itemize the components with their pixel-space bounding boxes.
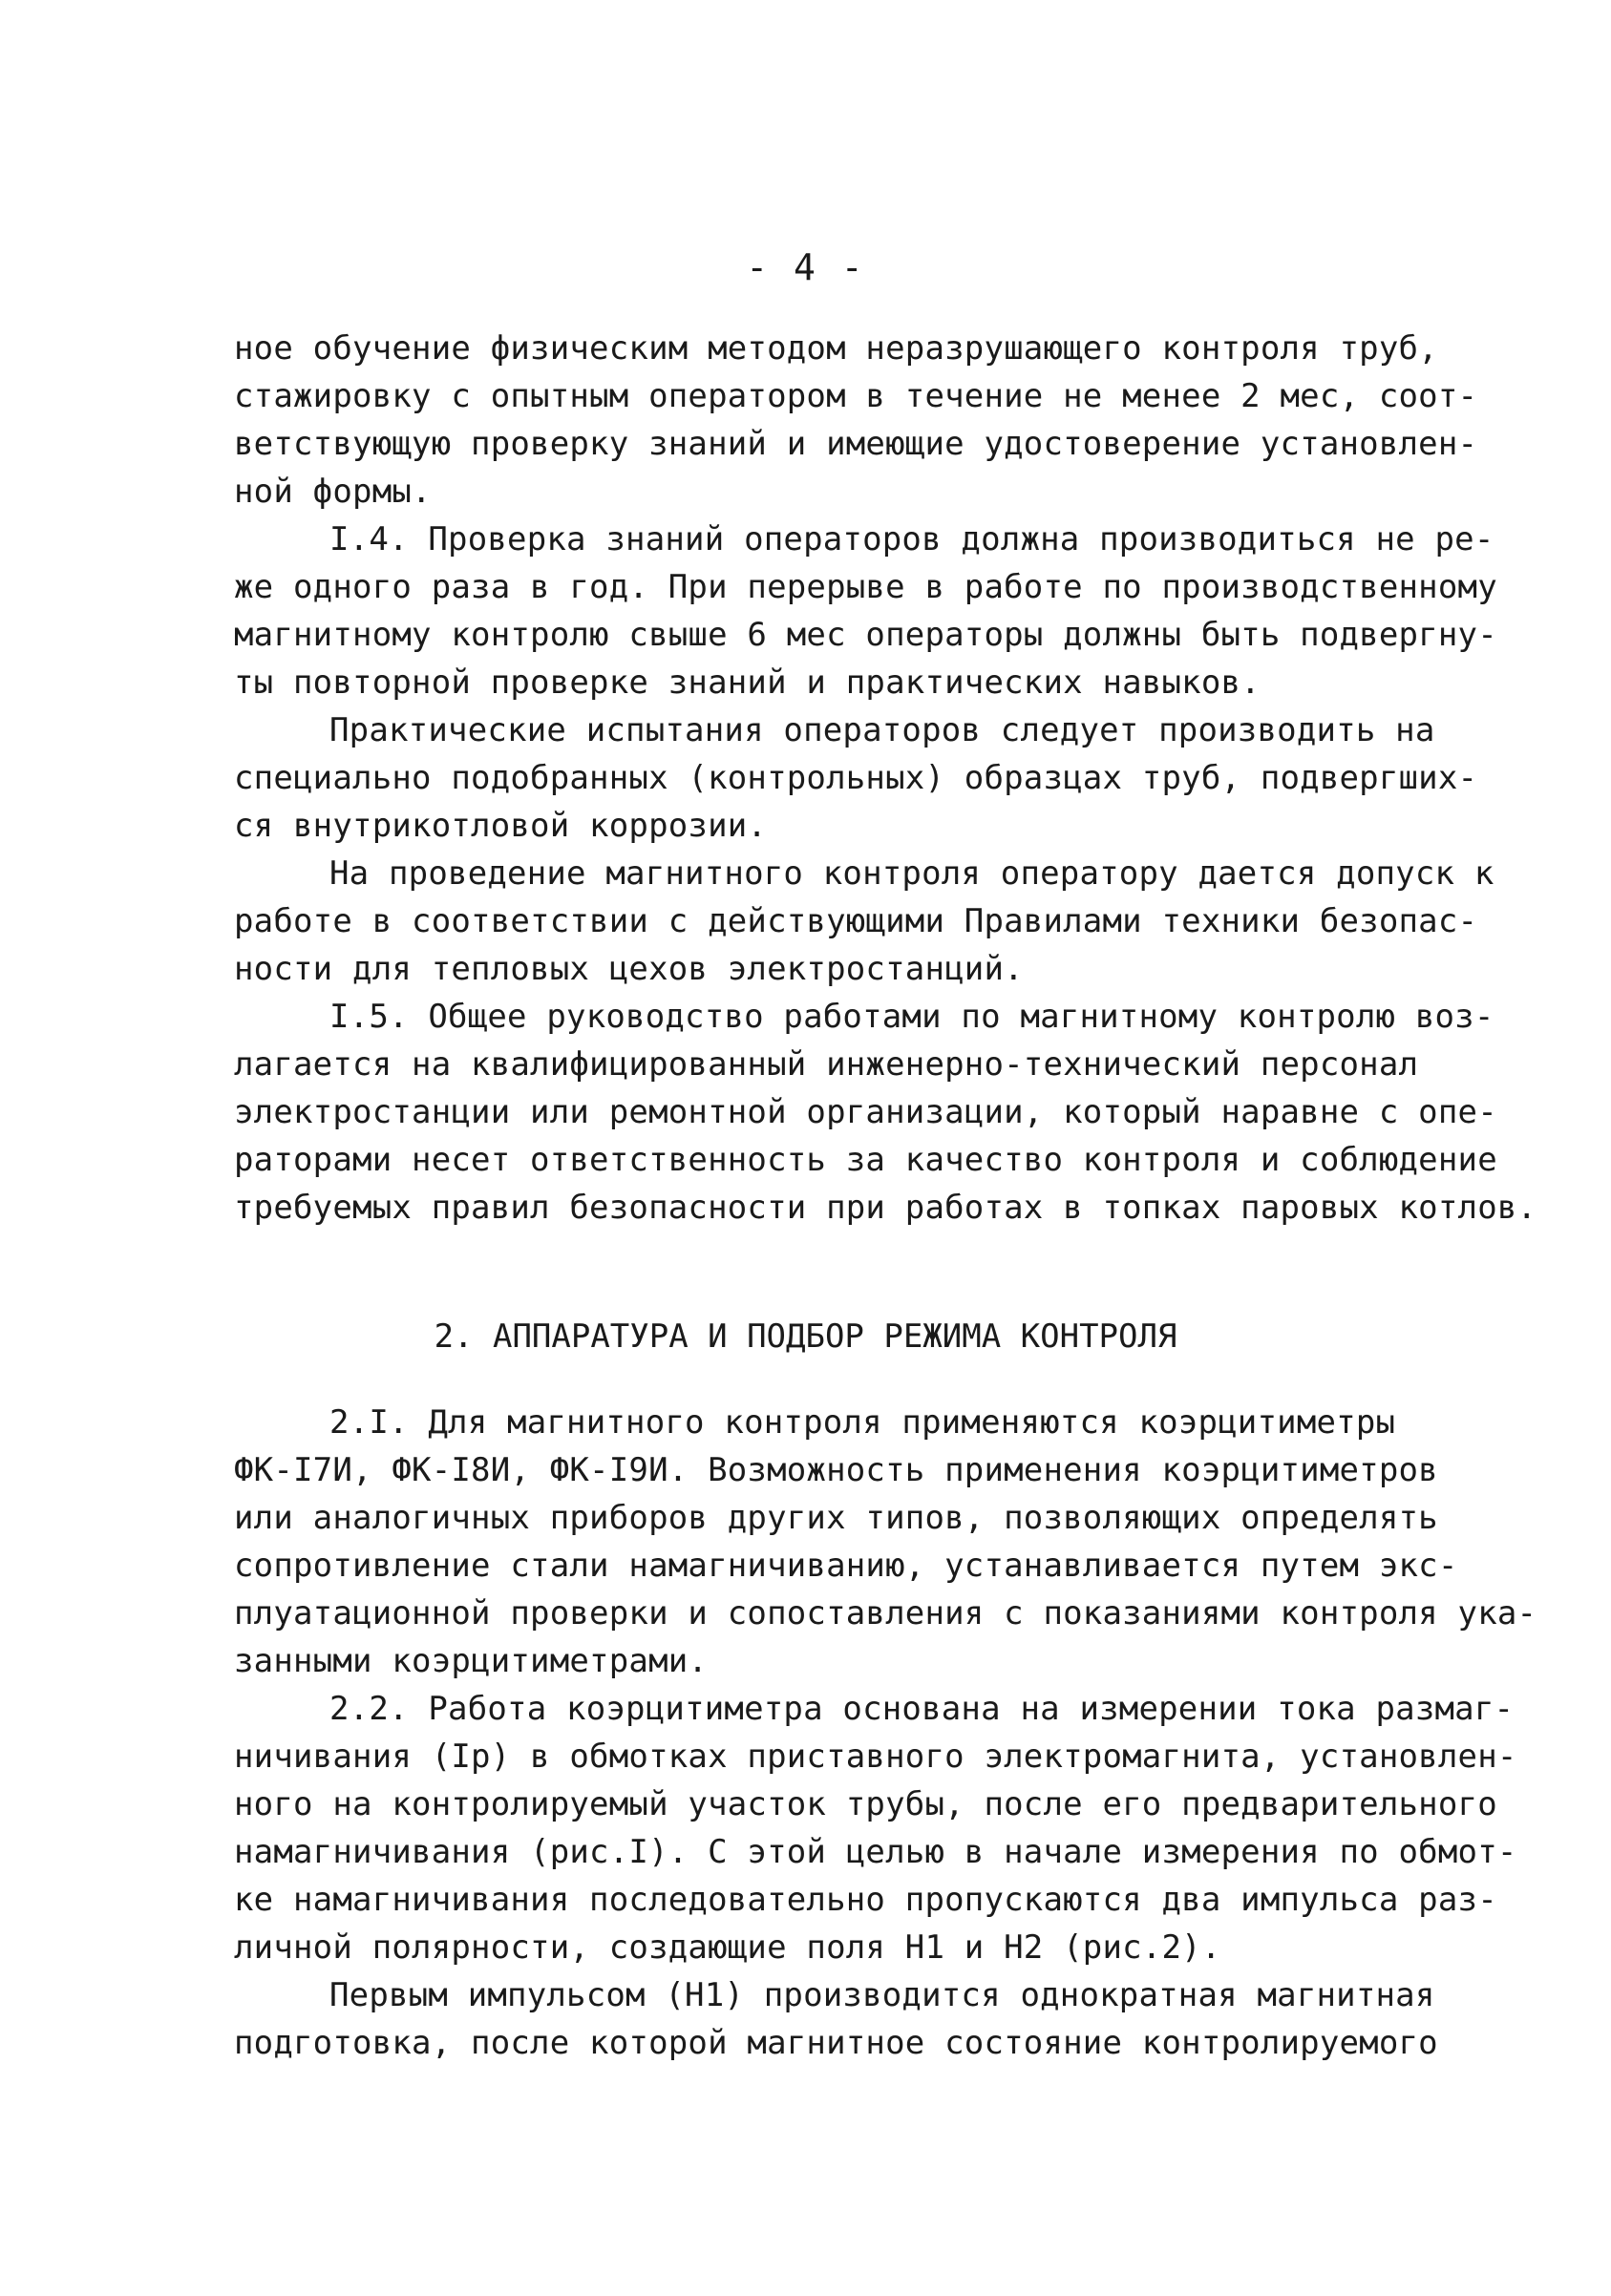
section-1-text [234, 325, 1537, 1232]
page-number: - 4 - [746, 246, 865, 288]
text-line: стажировку с опытным оператором в течение не менее 2 мес, соот- [234, 377, 1478, 415]
section-2-heading: 2. АППАРАТУРА И ПОДБОР РЕЖИМА КОНТРОЛЯ [434, 1317, 1177, 1356]
text-line: 2.2. Работа коэрцитиметра основана на измерении тока размаг- [329, 1690, 1515, 1728]
text-line: личной полярности, создающие поля H1 и H2 (рис.2). [234, 1928, 1221, 1967]
text-line: ветствующую проверку знаний и имеющие удостоверение установлен- [234, 425, 1478, 463]
text-line: электростанции или ремонтной организации, который наравне с опе- [234, 1093, 1497, 1131]
text-line: плуатационной проверки и сопоставления с показаниями контроля ука- [234, 1594, 1537, 1632]
text-line: ке намагничивания последовательно пропускаются два импульса раз- [234, 1881, 1497, 1919]
text-line: ной формы. [234, 473, 432, 511]
text-line: намагничивания (рис.I). С этой целью в начале измерения по обмот- [234, 1833, 1517, 1871]
text-line: ФК-I7И, ФК-I8И, ФК-I9И. Возможность применения коэрцитиметров [234, 1451, 1438, 1489]
text-line: требуемых правил безопасности при работах в топках паровых котлов. [234, 1189, 1537, 1227]
text-line: ного на контролируемый участок трубы, после его предварительного [234, 1785, 1497, 1823]
text-line: сопротивление стали намагничиванию, устанавливается путем экс- [234, 1547, 1458, 1585]
text-line: же одного раза в год. При перерыве в работе по производственному [234, 568, 1497, 606]
text-line: ничивания (Iр) в обмотках приставного электромагнита, установлен- [234, 1738, 1517, 1776]
text-line: ты повторной проверке знаний и практических навыков. [234, 664, 1261, 702]
text-line: лагается на квалифицированный инженерно-технический персонал [234, 1045, 1419, 1084]
text-line: 2.I. Для магнитного контроля применяются коэрцитиметры [329, 1403, 1396, 1442]
text-line: Первым импульсом (H1) производится однократная магнитная [329, 1976, 1435, 2014]
text-line: работе в соответствии с действующими Правилами техники безопас- [234, 902, 1478, 940]
text-line: ное обучение физическим методом неразрушающего контроля труб, [234, 329, 1438, 368]
text-line: I.4. Проверка знаний операторов должна производиться не ре- [329, 520, 1494, 558]
text-line: На проведение магнитного контроля оператору дается допуск к [329, 854, 1494, 893]
text-line: раторами несет ответственность за качество контроля и соблюдение [234, 1141, 1497, 1179]
text-line: ности для тепловых цехов электростанций. [234, 950, 1024, 988]
text-line: занными коэрцитиметрами. [234, 1642, 709, 1680]
text-line: I.5. Общее руководство работами по магнитному контролю воз- [329, 998, 1494, 1036]
text-line: или аналогичных приборов других типов, позволяющих определять [234, 1499, 1438, 1537]
text-line: подготовка, после которой магнитное состояние контролируемого [234, 2024, 1438, 2062]
text-line: Практические испытания операторов следует производить на [329, 711, 1435, 749]
text-line: магнитному контролю свыше 6 мес операторы должны быть подвергну- [234, 616, 1497, 654]
section-2-text [234, 1399, 1537, 2067]
text-line: специально подобранных (контрольных) образцах труб, подвергших- [234, 759, 1478, 797]
text-line: ся внутрикотловой коррозии. [234, 807, 768, 845]
